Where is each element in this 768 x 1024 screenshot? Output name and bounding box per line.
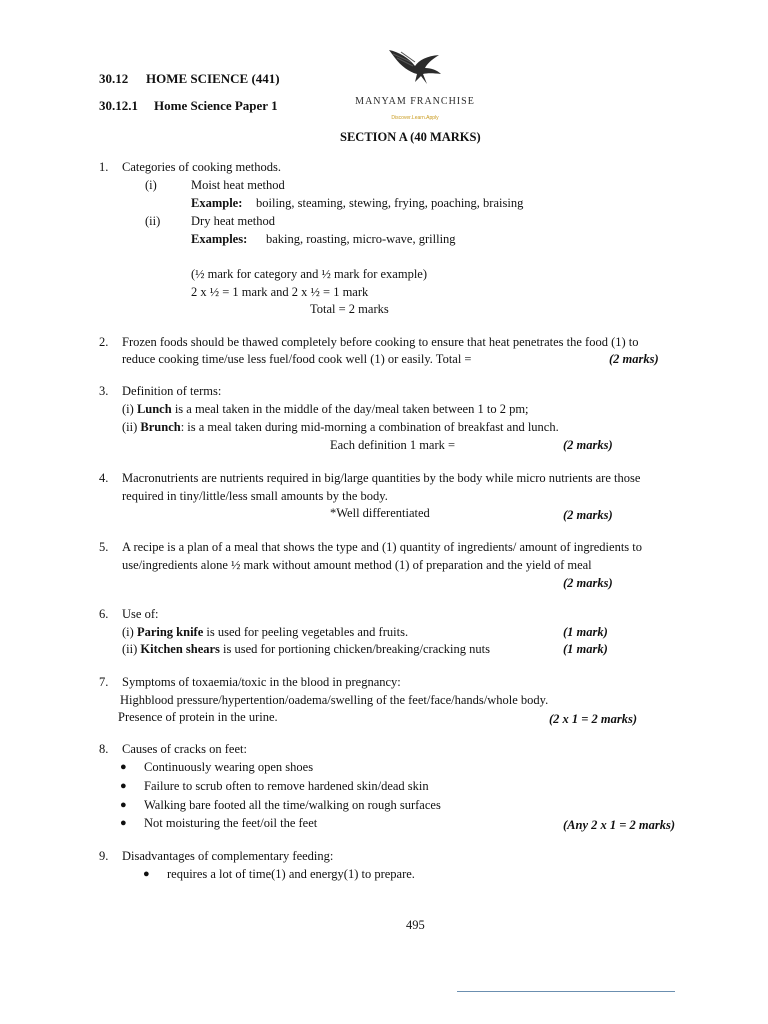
q8-number: 8. <box>99 742 109 756</box>
q6-ii-marks: (1 mark) <box>563 642 608 656</box>
q1-i-text: Moist heat method <box>191 178 285 192</box>
q8-bullet-2: Failure to scrub often to remove hardened skin/dead skin <box>144 779 429 793</box>
q3-text: Definition of terms: <box>122 384 222 398</box>
q1-i-example-label: Example: <box>191 196 243 210</box>
q8-bullet-3: Walking bare footed all the time/walking on rough surfaces <box>144 798 441 812</box>
q8-text: Causes of cracks on feet: <box>122 742 247 756</box>
logo-tagline: Discover.Learn.Apply <box>391 115 439 121</box>
q7-line-1: Highblood pressure/hypertention/oadema/swelling of the feet/face/hands/whole body. <box>120 693 549 707</box>
q7-marks: (2 x 1 = 2 marks) <box>549 712 638 726</box>
bullet-icon: ● <box>120 817 127 829</box>
q6-i-text: is used for peeling vegetables and fruits. <box>206 625 409 639</box>
q4-line-2: required in tiny/little/less small amounts by the body. <box>122 489 388 503</box>
q3-i-term: Lunch <box>136 402 172 416</box>
q6-ii-term: Kitchen shears <box>140 642 220 656</box>
footer-rule <box>457 991 675 992</box>
q3-each-definition: Each definition 1 mark = <box>330 438 456 452</box>
q4-note: *Well differentiated <box>330 506 430 520</box>
q9-text: Disadvantages of complementary feeding: <box>122 849 334 863</box>
q1-i-example: boiling, steaming, stewing, frying, poaching, braising <box>256 196 524 210</box>
q6-ii-label: (ii) <box>122 642 138 656</box>
q6-text: Use of: <box>122 607 159 621</box>
q4-number: 4. <box>99 471 109 485</box>
page-number: 495 <box>406 918 425 932</box>
q9-number: 9. <box>99 849 109 863</box>
q1-ii-example-label: Examples: <box>191 232 248 246</box>
section-number: 30.12 <box>99 71 129 86</box>
q1-note-1: (½ mark for category and ½ mark for example) <box>191 267 428 281</box>
q1-ii-label: (ii) <box>145 214 161 228</box>
q5-marks: (2 marks) <box>563 576 613 590</box>
q3-marks: (2 marks) <box>563 438 613 452</box>
section-title: HOME SCIENCE (441) <box>146 71 280 86</box>
eagle-logo-icon <box>385 46 445 88</box>
q4-line-1: Macronutrients are nutrients required in big/large quantities by the body while micro nutrients are those <box>122 471 641 485</box>
q1-number: 1. <box>99 160 109 174</box>
bullet-icon: ● <box>120 780 127 792</box>
q3-i-text: is a meal taken in the middle of the day/meal taken between 1 to 2 pm; <box>174 402 529 416</box>
q1-ii-example: baking, roasting, micro-wave, grilling <box>266 232 456 246</box>
q8-marks: (Any 2 x 1 = 2 marks) <box>563 818 675 832</box>
q6-ii-line <box>122 640 490 658</box>
q1-total: Total = 2 marks <box>310 302 389 316</box>
section-heading: SECTION A (40 MARKS) <box>340 130 481 144</box>
q2-number: 2. <box>99 335 109 349</box>
bullet-icon: ● <box>143 868 150 880</box>
q7-line-2: Presence of protein in the urine. <box>118 710 278 724</box>
q1-note-2: 2 x ½ = 1 mark and 2 x ½ = 1 mark <box>191 285 369 299</box>
q8-bullet-1: Continuously wearing open shoes <box>144 760 314 774</box>
q6-i-term: Paring knife <box>136 625 204 639</box>
q3-ii-label: (ii) <box>122 420 138 434</box>
q2-marks: (2 marks) <box>609 352 659 366</box>
q7-text: Symptoms of toxaemia/toxic in the blood in pregnancy: <box>122 675 401 689</box>
q5-line-1: A recipe is a plan of a meal that shows the type and (1) quantity of ingredients/ amount of ingredients to <box>122 540 643 554</box>
q7-number: 7. <box>99 675 109 689</box>
q3-i-line <box>122 400 529 418</box>
q6-i-label: (i) <box>122 625 134 639</box>
q2-line-2: reduce cooking time/use less fuel/food cook well (1) or easily. Total = <box>122 352 472 366</box>
q4-marks: (2 marks) <box>563 508 613 522</box>
q6-ii-text: is used for portioning chicken/breaking/cracking nuts <box>223 642 490 656</box>
q1-i-label: (i) <box>145 178 157 192</box>
q3-number: 3. <box>99 384 109 398</box>
q5-line-2: use/ingredients alone ½ mark without amount method (1) of preparation and the yield of meal <box>122 558 592 572</box>
q1-ii-text: Dry heat method <box>191 214 276 228</box>
logo <box>350 46 480 127</box>
q3-ii-line <box>122 418 559 436</box>
q3-ii-text: : is a meal taken during mid-morning a combination of breakfast and lunch. <box>180 420 559 434</box>
paper-number: 30.12.1 <box>99 98 138 113</box>
paper-title: Home Science Paper 1 <box>154 98 278 113</box>
q3-i-label: (i) <box>122 402 134 416</box>
q6-i-marks: (1 mark) <box>563 625 608 639</box>
bullet-icon: ● <box>120 761 127 773</box>
q5-number: 5. <box>99 540 109 554</box>
q1-text: Categories of cooking methods. <box>122 160 281 174</box>
q6-number: 6. <box>99 607 109 621</box>
q6-i-line <box>122 623 408 641</box>
q2-line-1: Frozen foods should be thawed completely before cooking to ensure that heat penetrates the food (1) to <box>122 335 639 349</box>
q3-ii-term: Brunch <box>140 420 181 434</box>
q8-bullet-4: Not moisturing the feet/oil the feet <box>144 816 318 830</box>
logo-name: MANYAM FRANCHISE <box>355 96 475 107</box>
bullet-icon: ● <box>120 799 127 811</box>
q9-bullet-1: requires a lot of time(1) and energy(1) to prepare. <box>167 867 415 881</box>
